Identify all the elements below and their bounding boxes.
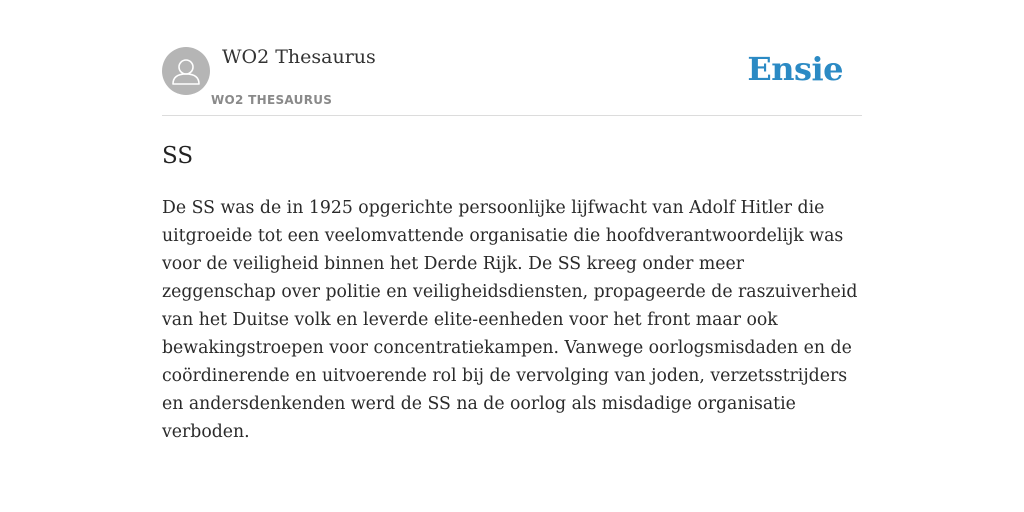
entry-title: SS [162, 143, 194, 169]
entry-definition: De SS was de in 1925 opgerichte persoonlijke lijfwacht van Adolf Hitler die uitgroeide tot een veelomvattende organisatie die hoofdverantwoordelijk was voor de veiligheid binnen het Derde Rijk. De SS kreeg onder meer zeggenschap over politie en veiligheidsdiensten, propageerde de raszuiverheid van het Duitse volk en leverde elite-eenheden voor het front maar ook bewakingstroepen voor concentratiekampen. Vanwege oorlogsmisdaden en de coördinerende en uitvoerende rol bij de vervolging van joden, verzetsstrijders en andersdenkenden werd de SS na de oorlog als misdadige organisatie verboden. [162, 198, 858, 442]
author-source-label[interactable]: WO2 THESAURUS [211, 93, 333, 107]
entry-card [162, 40, 862, 446]
avatar[interactable] [162, 47, 210, 95]
user-silhouette-icon [162, 47, 210, 95]
author-name[interactable]: WO2 Thesaurus [222, 46, 376, 68]
entry-header [162, 40, 862, 116]
brand-logo[interactable]: Ensie [747, 50, 843, 88]
